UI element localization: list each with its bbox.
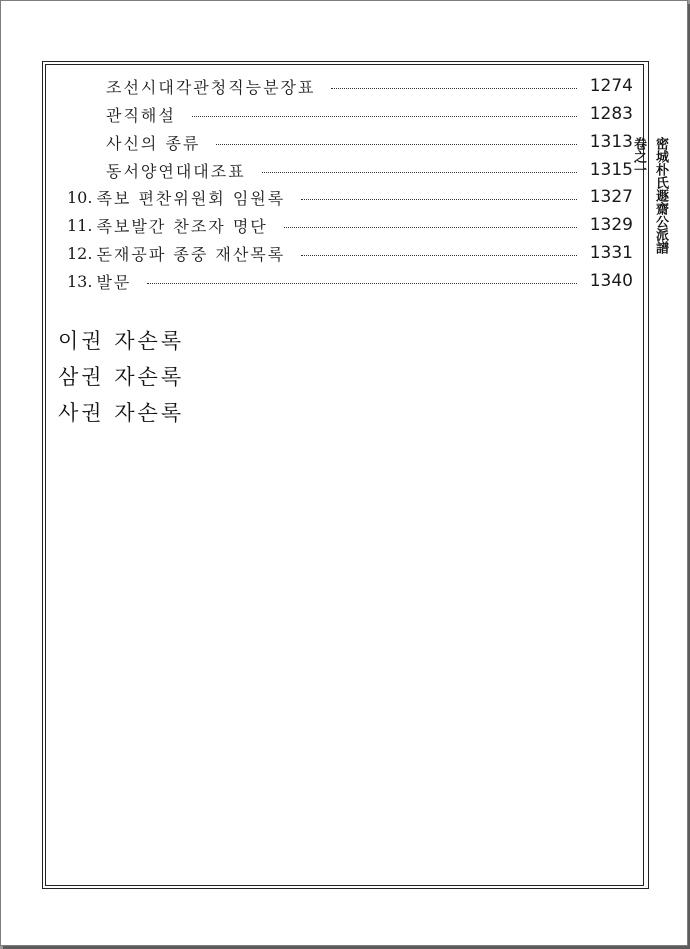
toc-entry[interactable] xyxy=(67,269,633,293)
dot-leader xyxy=(216,144,577,145)
toc-entry-page: 1331 xyxy=(589,243,633,263)
toc-entry-page: 1313 xyxy=(589,132,633,152)
toc-entry-page: 1329 xyxy=(589,215,633,235)
toc-entry-label: 조선시대각관청직능분장표 xyxy=(106,77,316,97)
dot-leader xyxy=(192,116,577,117)
spine-book-title: 密城朴氏遯齋公派譜 xyxy=(653,137,668,254)
dot-leader xyxy=(301,255,577,256)
toc-entry-page: 1283 xyxy=(589,104,633,124)
volume-heading[interactable]: 사권 자손록 xyxy=(58,401,185,425)
toc-entry[interactable] xyxy=(67,213,633,237)
toc-entry-page: 1340 xyxy=(589,271,633,291)
toc-entry-page: 1315 xyxy=(589,160,633,180)
toc-entry-label: 족보발간 찬조자 명단 xyxy=(96,216,268,236)
toc-entry-label: 족보 편찬위원회 임원록 xyxy=(96,188,286,208)
toc-entry-number: 10. xyxy=(67,187,93,207)
dot-leader xyxy=(262,172,577,173)
toc-entry-label: 동서양연대대조표 xyxy=(106,161,246,181)
toc-entry-page: 1274 xyxy=(589,76,633,96)
dot-leader xyxy=(284,227,577,228)
toc-entry-label: 관직해설 xyxy=(106,105,176,125)
toc-entry[interactable] xyxy=(106,158,633,182)
volume-heading[interactable]: 이권 자손록 xyxy=(58,329,185,353)
toc-entry[interactable] xyxy=(67,185,633,209)
dot-leader xyxy=(301,199,577,200)
toc-entry-label: 사신의 종류 xyxy=(106,133,201,153)
toc-entry-page: 1327 xyxy=(589,187,633,207)
toc-entry-number: 12. xyxy=(67,243,93,263)
spine-title xyxy=(631,137,671,254)
toc-entry-label: 발문 xyxy=(96,272,132,292)
toc-entry[interactable] xyxy=(106,102,633,126)
toc-entry-label: 돈재공파 종중 재산목록 xyxy=(96,244,286,264)
toc-entry[interactable] xyxy=(106,74,633,98)
toc-entry-number: 13. xyxy=(67,271,93,291)
toc-entry-number: 11. xyxy=(67,215,93,235)
spine-volume: 卷之一 xyxy=(631,137,646,176)
dot-leader xyxy=(331,88,577,89)
dot-leader xyxy=(147,283,577,284)
toc-entry[interactable] xyxy=(106,130,633,154)
toc-entry[interactable] xyxy=(67,241,633,265)
volume-heading[interactable]: 삼권 자손록 xyxy=(58,365,185,389)
